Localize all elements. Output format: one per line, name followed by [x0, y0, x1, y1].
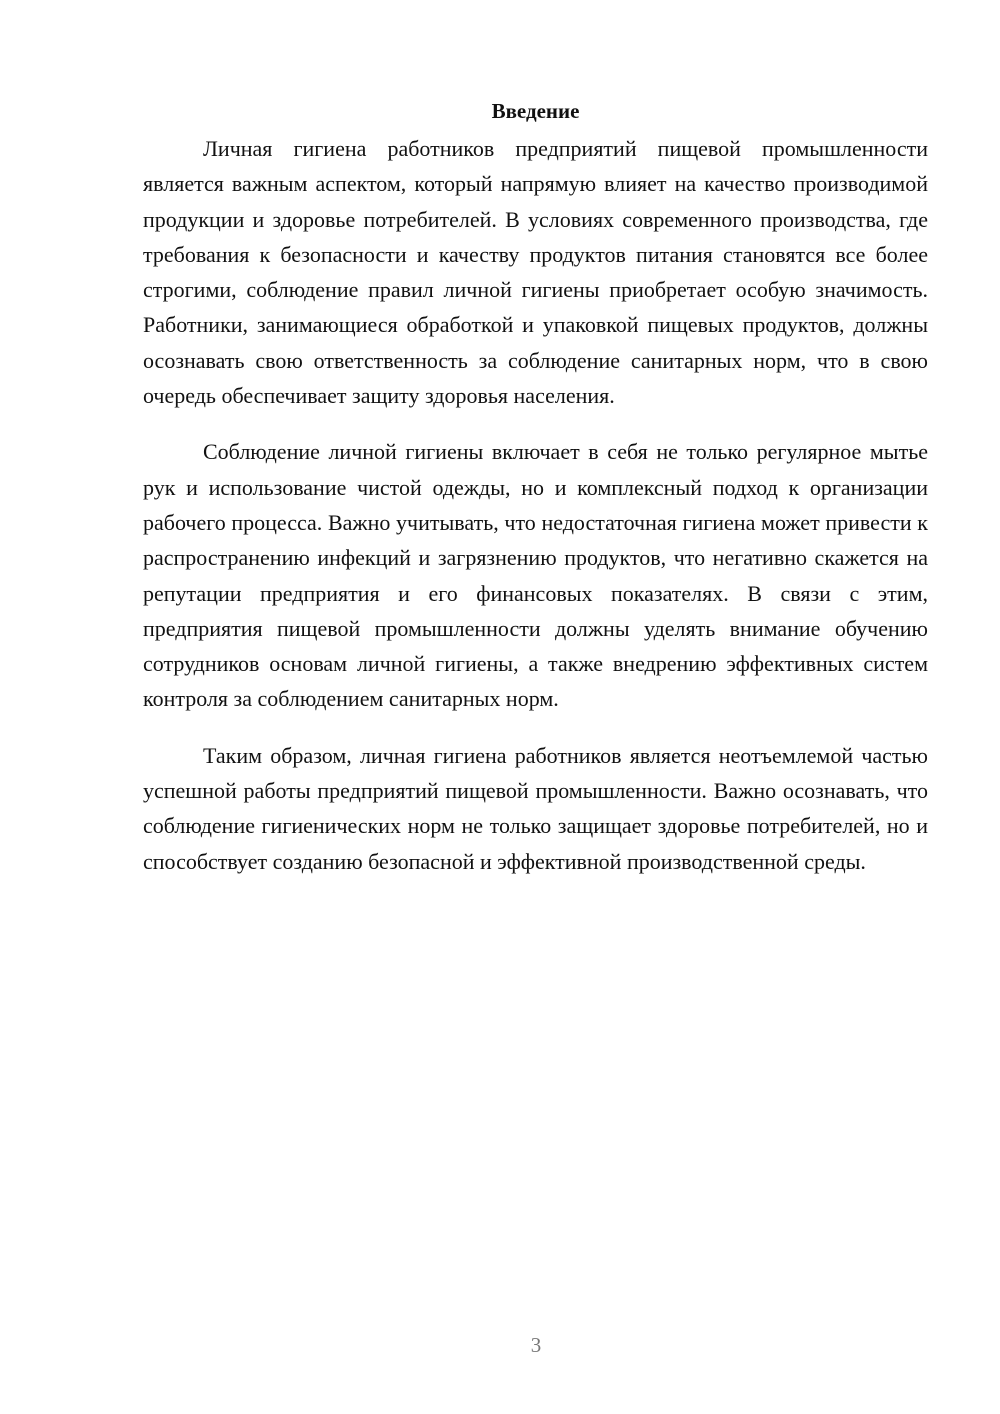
paragraph-2: Соблюдение личной гигиены включает в себя не только регулярное мытье рук и использование чистой одежды, но и комплексный подход к организации рабочего процесса. Важно учитывать, что недостаточная гигиена может привести к распространению инфекций и загрязнению продуктов, что негативно скажется на репутации предприятия и его финансовых показателях. В связи с этим, предприятия пищевой промышленности должны уделять внимание обучению сотрудников основам личной гигиены, а также внедрению эффективных систем контроля за соблюдением санитарных норм. [143, 439, 928, 712]
paragraph-1: Личная гигиена работников предприятий пищевой промышленности является важным аспектом, который напрямую влияет на качество производимой продукции и здоровье потребителей. В условиях современного производства, где требования к безопасности и качеству продуктов питания становятся все более строгими, соблюдение правил личной гигиены приобретает особую значимость. Работники, занимающиеся обработкой и упаковкой пищевых продуктов, должны осознавать свою ответственность за соблюдение санитарных норм, что в свою очередь обеспечивает защиту здоровья населения. [143, 136, 928, 409]
page-content [143, 96, 928, 900]
page-number: 3 [530, 1333, 542, 1357]
section-heading: Введение [491, 99, 580, 123]
paragraph-3: Таким образом, личная гигиена работников является неотъемлемой частью успешной работы предприятий пищевой промышленности. Важно осознавать, что соблюдение гигиенических норм не только защищает здоровье потребителей, но и способствует созданию безопасной и эффективной производственной среды. [143, 742, 928, 874]
